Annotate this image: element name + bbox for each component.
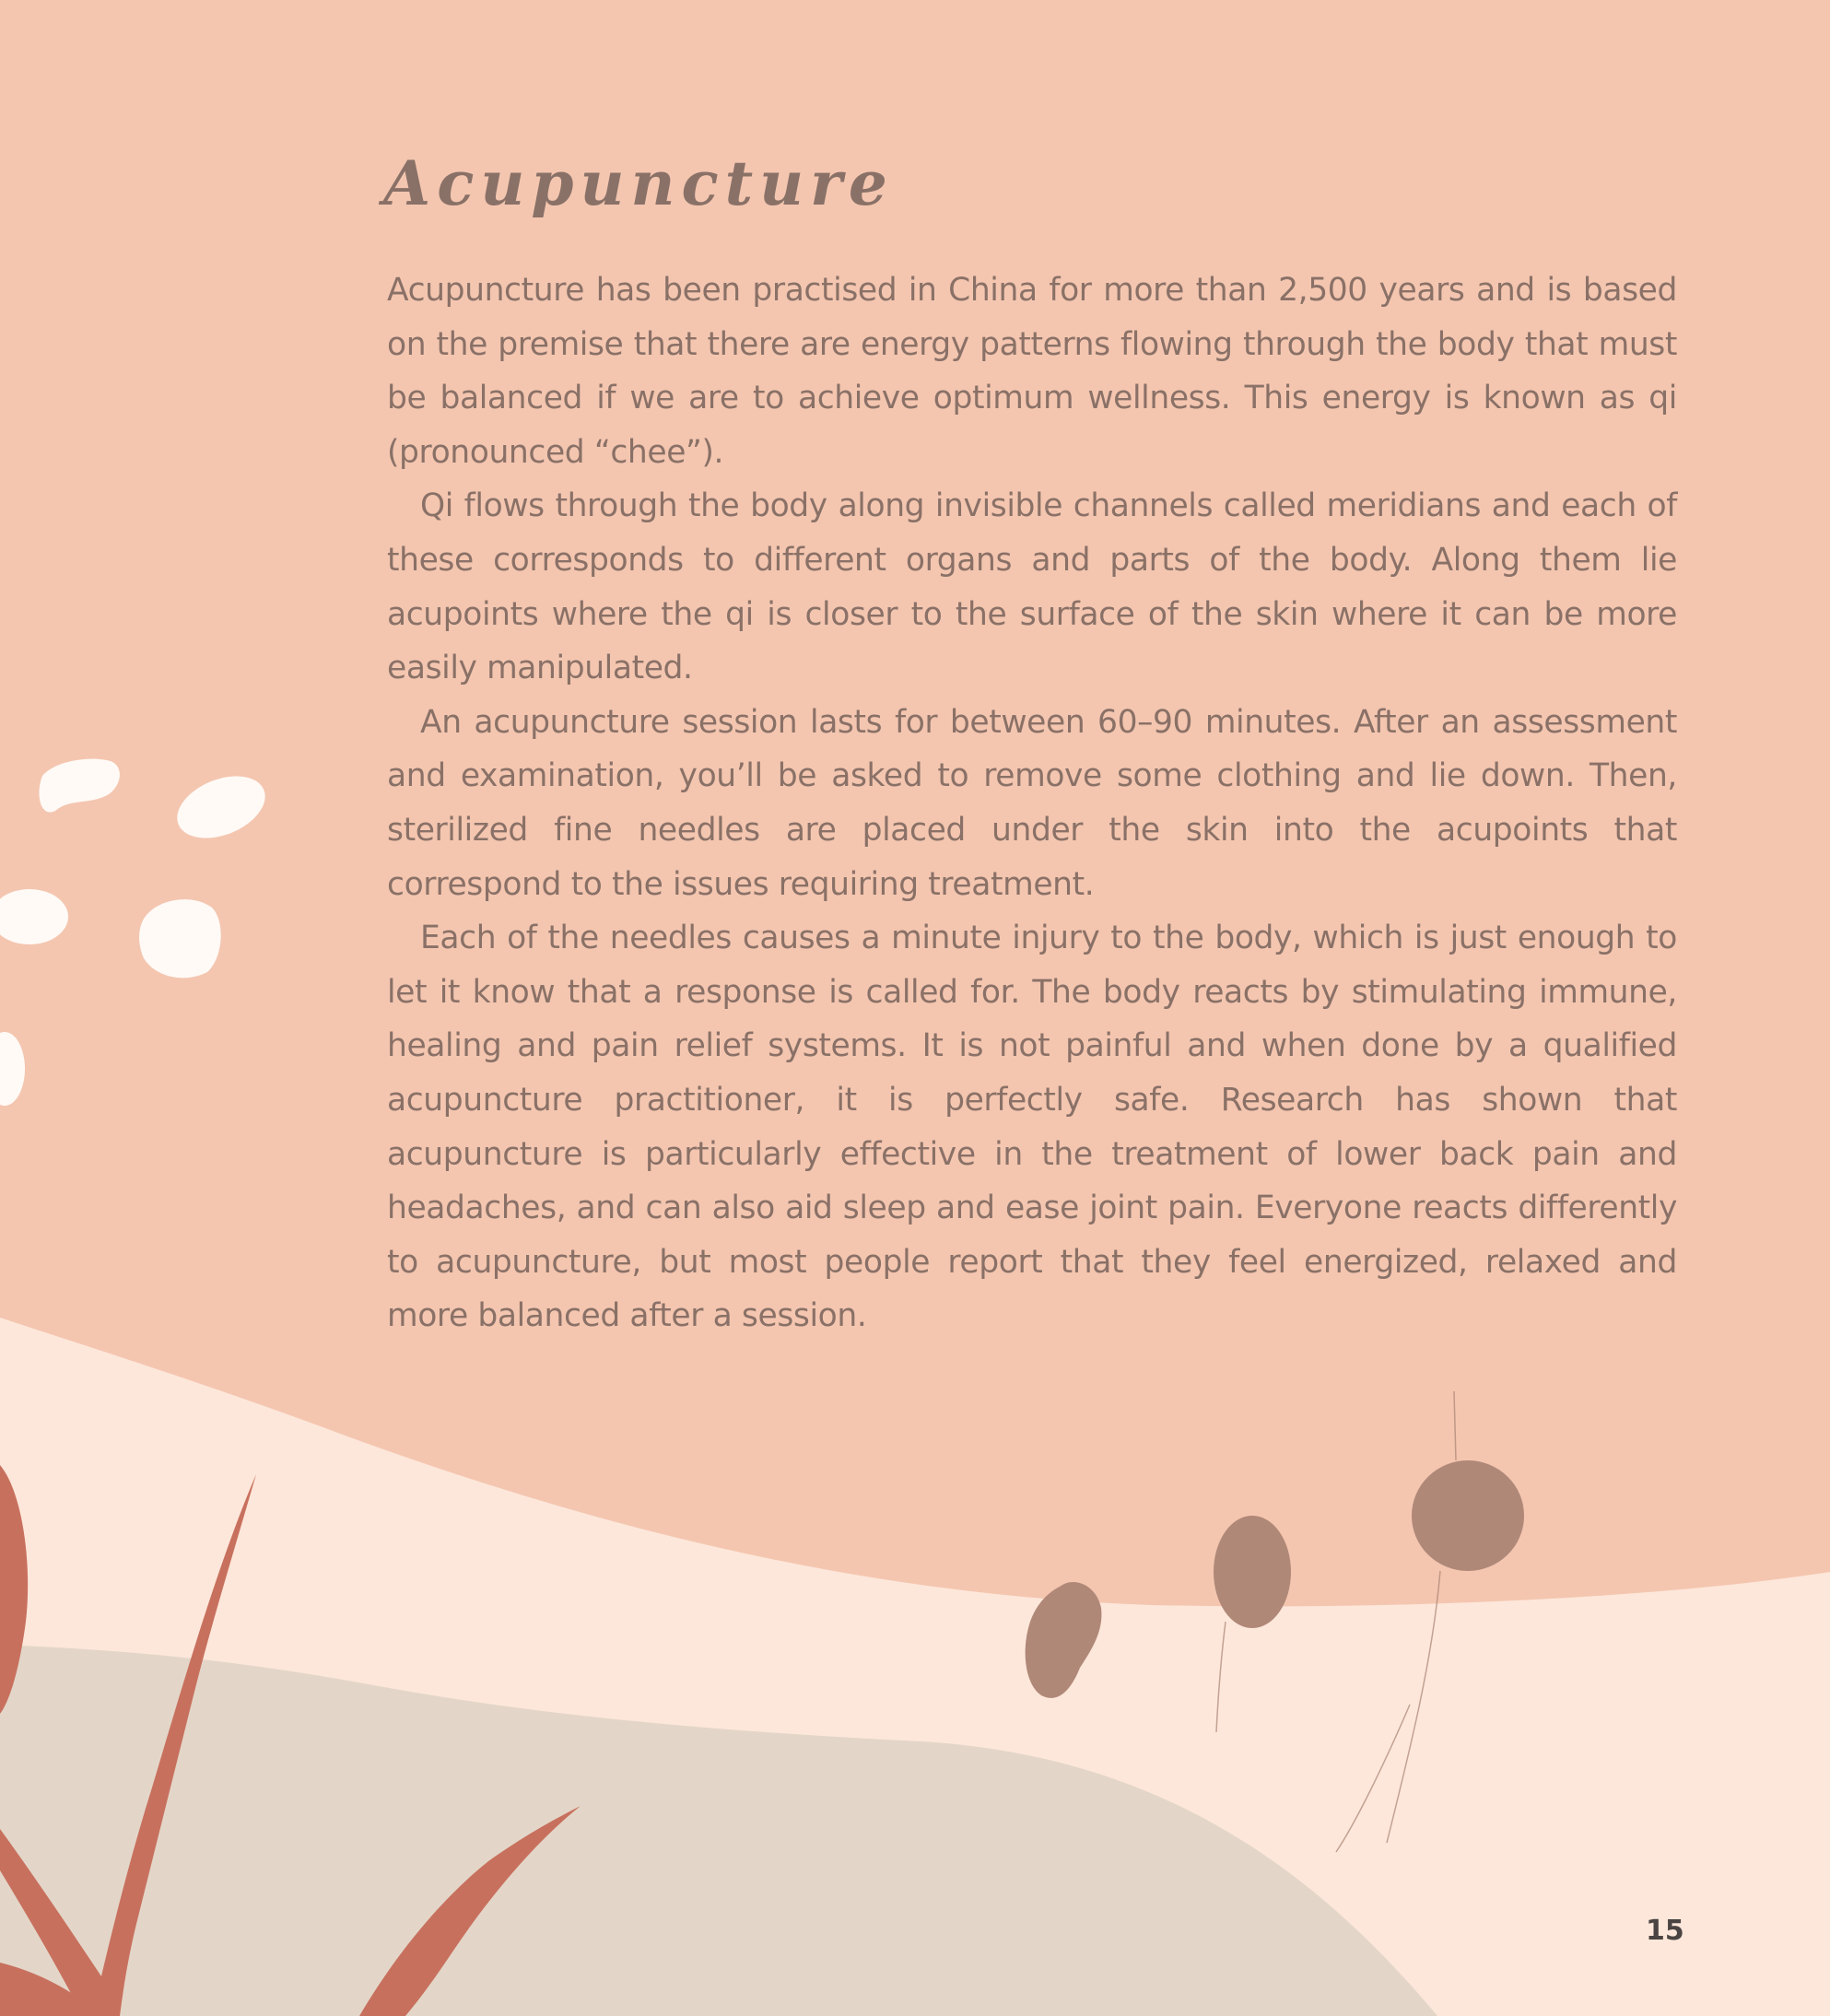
paragraph: Qi flows through the body along invisible channels called meridians and each of these corresponds to different organs and parts of the body. Along them lie acupoints where the qi is closer to the surface of the skin where it can be more easily manipulated. (387, 487, 1677, 687)
paragraph: An acupuncture session lasts for between 60–90 minutes. After an assessment and examination, you’ll be asked to remove some clothing and lie down. Then, sterilized fine needles are placed under the skin into the acupoints that correspond to the issues requiring treatment. (387, 703, 1677, 903)
page-title: Acupuncture (383, 147, 894, 219)
paragraph: Each of the needles causes a minute injury to the body, which is just enough to let it know that a response is called for. The body reacts by stimulating immune, healing and pain relief systems. It is not painful and when done by a qualified acupuncture practitioner, it is perfectly safe. Research has shown that acupuncture is particularly effective in the treatment of lower back pain and headaches, and can also aid sleep and ease joint pain. Everyone reacts differently to acupuncture, but most people report that they feel energized, relaxed and more balanced after a session. (387, 920, 1677, 1335)
article-body (387, 264, 1677, 1343)
page-number: 15 (1646, 1915, 1684, 1947)
paragraph: Acupuncture has been practised in China for more than 2,500 years and is based on the premise that there are energy patterns flowing through the body that must be balanced if we are to achieve optimum wellness. This energy is known as qi (pronounced “chee”). (387, 272, 1677, 471)
